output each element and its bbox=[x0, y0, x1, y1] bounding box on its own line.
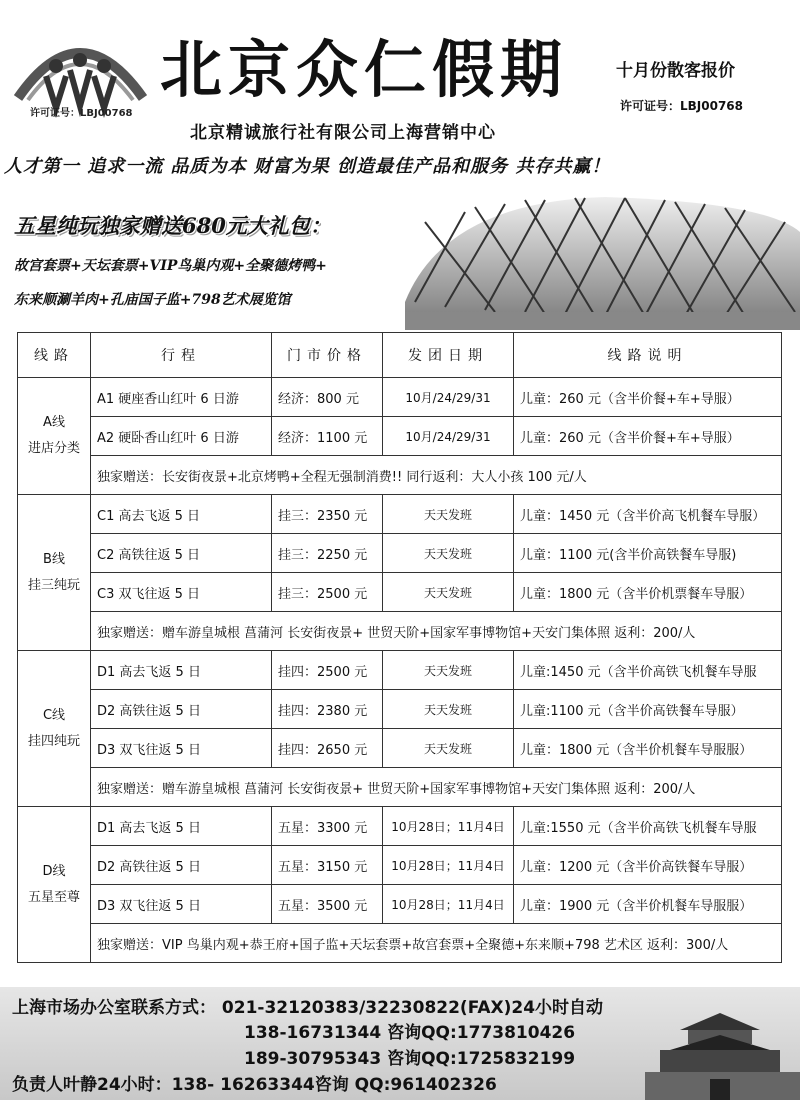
trip-cell: C3 双飞往返 5 日 bbox=[91, 573, 272, 612]
tiananmen-gate-image bbox=[640, 995, 800, 1100]
route-line-cell bbox=[18, 495, 91, 651]
table-row bbox=[18, 885, 782, 924]
table-row bbox=[18, 651, 782, 690]
price-cell: 五星：3300 元 bbox=[272, 807, 383, 846]
route-line-category: 挂三纯玩 bbox=[27, 577, 80, 593]
gift-cell: 独家赠送：赠车游皇城根 菖蒲河 长安街夜景+ 世贸天阶+国家军事博物馆+天安门集体照 返利：200/人 bbox=[91, 768, 782, 807]
date-cell: 天天发班 bbox=[383, 573, 514, 612]
desc-cell: 儿童：1800 元（含半价机票餐车导服） bbox=[514, 573, 782, 612]
date-cell: 10月/24/29/31 bbox=[383, 417, 514, 456]
gift-cell: 独家赠送：VIP 鸟巢内观+恭王府+国子监+天坛套票+故宫套票+全聚德+东来顺+798 艺术区 返利：300/人 bbox=[91, 924, 782, 963]
contact-phone-1: 138-16731344 咨询QQ:1773810426 bbox=[244, 1023, 576, 1043]
price-cell: 挂四：2380 元 bbox=[272, 690, 383, 729]
header-line: 线路 bbox=[18, 333, 91, 378]
table-header-row bbox=[18, 333, 782, 378]
offer-title: 十月份散客报价 bbox=[616, 61, 735, 81]
header-trip: 行程 bbox=[91, 333, 272, 378]
date-cell: 天天发班 bbox=[383, 534, 514, 573]
brand-title: 北京众仁假期 bbox=[160, 33, 569, 106]
route-line-name: D线 bbox=[42, 863, 66, 879]
date-cell: 10月28日；11月4日 bbox=[383, 807, 514, 846]
desc-cell: 儿童：1900 元（含半价机餐车导服服） bbox=[514, 885, 782, 924]
date-cell: 天天发班 bbox=[383, 690, 514, 729]
route-line-category: 进店分类 bbox=[27, 441, 80, 456]
license-number: 许可证号：LBJ00768 bbox=[620, 99, 744, 113]
contact-phone-2: 189-30795343 咨询QQ:1725832199 bbox=[244, 1049, 576, 1069]
logo-license: 许可证号：LBJ00768 bbox=[30, 108, 133, 119]
route-line-cell bbox=[18, 651, 91, 807]
table-row bbox=[18, 534, 782, 573]
trip-cell: C1 高去飞返 5 日 bbox=[91, 495, 272, 534]
gift-row bbox=[18, 612, 782, 651]
header-date: 发团日期 bbox=[383, 333, 514, 378]
trip-cell: D1 高去飞返 5 日 bbox=[91, 807, 272, 846]
promo-headline: 五星纯玩独家赠送680元大礼包： bbox=[14, 213, 331, 238]
gift-cell: 独家赠送：赠车游皇城根 菖蒲河 长安街夜景+ 世贸天阶+国家军事博物馆+天安门集体照 返利：200/人 bbox=[91, 612, 782, 651]
gift-row bbox=[18, 768, 782, 807]
route-line-name: B线 bbox=[43, 551, 65, 567]
price-cell: 挂三：2500 元 bbox=[272, 573, 383, 612]
desc-cell: 儿童:1450 元（含半价高铁飞机餐车导服 bbox=[514, 651, 782, 690]
desc-cell: 儿童：260 元（含半价餐+车+导服） bbox=[514, 378, 782, 417]
promo-items-1: 故宫套票+天坛套票+VIP鸟巢内观+全聚德烤鸭+ bbox=[14, 258, 327, 274]
contact-manager: 负责人叶静24小时：138- 16263344咨询 QQ:961402326 bbox=[12, 1075, 497, 1095]
date-cell: 10月28日；11月4日 bbox=[383, 846, 514, 885]
table-row bbox=[18, 690, 782, 729]
route-line-cell bbox=[18, 378, 91, 495]
desc-cell: 儿童:1550 元（含半价高铁飞机餐车导服 bbox=[514, 807, 782, 846]
company-subtitle: 北京精诚旅行社有限公司上海营销中心 bbox=[190, 123, 496, 143]
date-cell: 天天发班 bbox=[383, 729, 514, 768]
date-cell: 10月28日；11月4日 bbox=[383, 885, 514, 924]
table-row bbox=[18, 846, 782, 885]
desc-cell: 儿童：1800 元（含半价机餐车导服服） bbox=[514, 729, 782, 768]
promo-items-2: 东来顺涮羊肉+孔庙国子监+798艺术展览馆 bbox=[14, 292, 291, 308]
table-row bbox=[18, 807, 782, 846]
trip-cell: D2 高铁往返 5 日 bbox=[91, 846, 272, 885]
trip-cell: C2 高铁往返 5 日 bbox=[91, 534, 272, 573]
trip-cell: D3 双飞往返 5 日 bbox=[91, 885, 272, 924]
gift-row bbox=[18, 924, 782, 963]
table-row bbox=[18, 573, 782, 612]
table-row bbox=[18, 729, 782, 768]
contact-office: 上海市场办公室联系方式： 021-32120383/32230822(FAX)24小时自动 bbox=[12, 998, 604, 1018]
desc-cell: 儿童：1200 元（含半价高铁餐车导服） bbox=[514, 846, 782, 885]
price-cell: 经济：1100 元 bbox=[272, 417, 383, 456]
route-line-cell bbox=[18, 807, 91, 963]
price-cell: 挂四：2650 元 bbox=[272, 729, 383, 768]
price-cell: 挂三：2350 元 bbox=[272, 495, 383, 534]
date-cell: 天天发班 bbox=[383, 651, 514, 690]
route-line-category: 挂四纯玩 bbox=[27, 733, 80, 749]
route-line-name: A线 bbox=[43, 415, 65, 430]
header-price: 门市价格 bbox=[272, 333, 383, 378]
desc-cell: 儿童:1100 元（含半价高铁餐车导服） bbox=[514, 690, 782, 729]
birds-nest-stadium-image bbox=[405, 192, 800, 330]
date-cell: 10月/24/29/31 bbox=[383, 378, 514, 417]
table-row bbox=[18, 378, 782, 417]
trip-cell: D2 高铁往返 5 日 bbox=[91, 690, 272, 729]
desc-cell: 儿童：260 元（含半价餐+车+导服） bbox=[514, 417, 782, 456]
table-row bbox=[18, 495, 782, 534]
trip-cell: D3 双飞往返 5 日 bbox=[91, 729, 272, 768]
route-line-category: 五星至尊 bbox=[27, 889, 80, 905]
route-line-name: C线 bbox=[42, 707, 66, 723]
price-cell: 五星：3150 元 bbox=[272, 846, 383, 885]
date-cell: 天天发班 bbox=[383, 495, 514, 534]
gift-cell: 独家赠送：长安街夜景+北京烤鸭+全程无强制消费!! 同行返利：大人小孩 100 元/人 bbox=[91, 456, 782, 495]
gift-row bbox=[18, 456, 782, 495]
header bbox=[0, 0, 800, 170]
header-desc: 线路说明 bbox=[514, 333, 782, 378]
routes-table bbox=[17, 332, 782, 963]
trip-cell: A2 硬卧香山红叶 6 日游 bbox=[91, 417, 272, 456]
trip-cell: A1 硬座香山红叶 6 日游 bbox=[91, 378, 272, 417]
table-row bbox=[18, 417, 782, 456]
price-cell: 经济：800 元 bbox=[272, 378, 383, 417]
desc-cell: 儿童：1100 元(含半价高铁餐车导服) bbox=[514, 534, 782, 573]
price-cell: 挂四：2500 元 bbox=[272, 651, 383, 690]
price-cell: 挂三：2250 元 bbox=[272, 534, 383, 573]
slogan: 人才第一 追求一流 品质为本 财富为果 创造最佳产品和服务 共存共赢！ bbox=[4, 156, 611, 177]
desc-cell: 儿童：1450 元（含半价高飞机餐车导服） bbox=[514, 495, 782, 534]
trip-cell: D1 高去飞返 5 日 bbox=[91, 651, 272, 690]
price-cell: 五星：3500 元 bbox=[272, 885, 383, 924]
